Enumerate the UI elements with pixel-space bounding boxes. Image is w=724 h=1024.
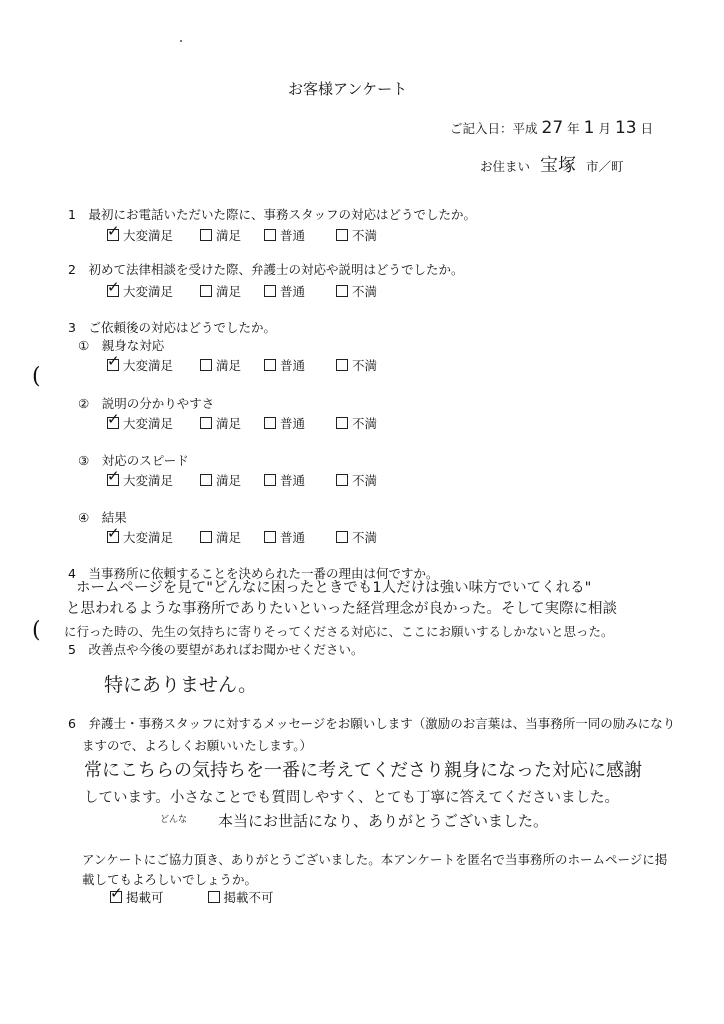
address-city: 宝塚 [540, 155, 576, 176]
q3-3-option-4-checkbox[interactable] [336, 474, 348, 486]
q3-1-option-2-label: 満足 [216, 358, 242, 373]
q2-option-2-checkbox[interactable] [200, 285, 212, 297]
question-6-line-2: ますので、よろしくお願いいたします。） [82, 738, 313, 753]
question-2: 2 初めて法律相談を受けた際、弁護士の対応や説明はどうでしたか。 [68, 262, 464, 277]
q3-3-option-1-checkbox[interactable] [107, 467, 120, 486]
question-4: 4 当事務所に依頼することを決められた一番の理由は何ですか。 [68, 566, 439, 581]
q3-1-option-3-checkbox[interactable] [264, 359, 276, 371]
q3-1-option-3-label: 普通 [280, 358, 306, 373]
q1-option-3-label: 普通 [280, 228, 306, 243]
q3-2-option-2 [200, 416, 241, 431]
margin-mark-2: ( [32, 618, 41, 643]
q3-1-option-1-checkbox[interactable] [107, 352, 120, 371]
check-mark-icon: ✓ [107, 410, 120, 428]
q3-2-option-3 [264, 416, 305, 431]
date-day-unit: 日 [640, 121, 654, 136]
q3-1-option-4-label: 不満 [352, 358, 378, 373]
q3-2-option-4-label: 不満 [352, 416, 378, 431]
question-4-answer-line-3: に行った時の、先生の気持ちに寄りそってくださる対応に、ここにお願いするしかないと思った。 [64, 624, 614, 639]
address-label: お住まい [480, 159, 531, 174]
question-6-answer-line-3: 本当にお世話になり、ありがとうございました。 [218, 812, 549, 830]
q2-option-3 [264, 284, 305, 299]
address [480, 155, 624, 177]
q1-option-1-checkbox[interactable] [107, 222, 120, 241]
question-6-answer-line-2: しています。小さなことでも質問しやすく、とても丁寧に答えてくださいました。 [84, 790, 620, 806]
q1-option-4 [336, 228, 377, 243]
q3-2-option-3-label: 普通 [280, 416, 306, 431]
q1-option-2-label: 満足 [216, 228, 242, 243]
q3-4-option-4-label: 不満 [352, 530, 378, 545]
consent-no-checkbox[interactable] [208, 891, 220, 903]
q3-4-option-2-label: 満足 [216, 530, 242, 545]
q3-4-option-1-checkbox[interactable] [107, 524, 120, 543]
question-6-answer-line-1: 常にこちらの気持ちを一番に考えてくださり親身になった対応に感謝 [84, 760, 642, 781]
q3-3-option-3 [264, 473, 305, 488]
date-label: ご記入日：平成 [450, 121, 538, 136]
q1-option-4-label: 不満 [352, 228, 378, 243]
q3-1-option-2-checkbox[interactable] [200, 359, 212, 371]
q2-option-3-label: 普通 [280, 284, 306, 299]
question-3-sub-2: ② 説明の分かりやすさ [78, 396, 215, 411]
margin-mark-1: ( [32, 364, 41, 389]
q3-4-option-4-checkbox[interactable] [336, 531, 348, 543]
date-day: 13 [614, 118, 637, 138]
question-5: 5 改善点や今後の要望があればお聞かせください。 [68, 642, 364, 657]
q3-2-option-1 [107, 410, 174, 431]
q3-2-option-3-checkbox[interactable] [264, 417, 276, 429]
q3-1-option-4-checkbox[interactable] [336, 359, 348, 371]
q3-1-option-4 [336, 358, 377, 373]
check-mark-icon: ✓ [107, 352, 120, 370]
q3-1-option-3 [264, 358, 305, 373]
q3-2-option-4 [336, 416, 377, 431]
q3-1-option-1-label: 大変満足 [123, 358, 174, 373]
top-dot [180, 40, 182, 42]
question-6-insert-note: どんな [160, 815, 188, 825]
consent-yes-checkbox[interactable] [110, 884, 123, 903]
check-mark-icon: ✓ [107, 524, 120, 542]
q1-option-3 [264, 228, 305, 243]
consent-line-1: アンケートにご協力頂き、ありがとうございました。本アンケートを匿名で当事務所のホームページに掲 [82, 852, 668, 867]
q3-2-option-1-checkbox[interactable] [107, 410, 120, 429]
q3-3-option-3-checkbox[interactable] [264, 474, 276, 486]
q2-option-4-label: 不満 [352, 284, 378, 299]
q3-3-option-3-label: 普通 [280, 473, 306, 488]
question-3-sub-4: ④ 結果 [78, 510, 127, 525]
q3-4-option-3-label: 普通 [280, 530, 306, 545]
question-3: 3 ご依頼後の対応はどうでしたか。 [68, 320, 276, 335]
check-mark-icon: ✓ [107, 467, 120, 485]
q1-option-2 [200, 228, 241, 243]
q3-1-option-2 [200, 358, 241, 373]
question-1: 1 最初にお電話いただいた際に、事務スタッフの対応はどうでしたか。 [68, 207, 476, 222]
check-mark-icon: ✓ [107, 222, 120, 240]
page-title: お客様アンケート [288, 80, 408, 98]
question-4-answer-line-2: と思われるような事務所でありたいといった経営理念が良かった。そして実際に相談 [66, 601, 617, 617]
q2-option-3-checkbox[interactable] [264, 285, 276, 297]
q2-option-2-label: 満足 [216, 284, 242, 299]
date-month: 1 [583, 118, 595, 138]
consent-line-2: 載してもよろしいでしょうか。 [82, 872, 258, 887]
q3-4-option-3-checkbox[interactable] [264, 531, 276, 543]
question-5-answer: 特にありません。 [104, 674, 258, 696]
q3-3-option-4 [336, 473, 377, 488]
q3-4-option-2-checkbox[interactable] [200, 531, 212, 543]
date-year: 27 [541, 118, 564, 138]
q3-3-option-1-label: 大変満足 [123, 473, 174, 488]
q2-option-1-checkbox[interactable] [107, 278, 120, 297]
entry-date [450, 118, 653, 138]
q3-3-option-2 [200, 473, 241, 488]
q3-2-option-2-label: 満足 [216, 416, 242, 431]
q3-3-option-1 [107, 467, 174, 488]
check-mark-icon: ✓ [110, 884, 123, 902]
q2-option-1 [107, 278, 174, 299]
question-4-answer-line-1: ホームページを見て"どんなに困ったときでも1人だけは強い味方でいてくれる" [76, 580, 592, 596]
address-suffix: 市／町 [585, 159, 624, 174]
q1-option-1-label: 大変満足 [123, 228, 174, 243]
consent-options [110, 884, 274, 905]
consent-yes-label: 掲載可 [126, 890, 164, 905]
question-3-sub-1: ① 親身な対応 [78, 338, 165, 353]
q3-2-option-1-label: 大変満足 [123, 416, 174, 431]
q2-option-1-label: 大変満足 [123, 284, 174, 299]
q2-option-4-checkbox[interactable] [336, 285, 348, 297]
q3-2-option-2-checkbox[interactable] [200, 417, 212, 429]
q1-option-1 [107, 222, 174, 243]
q3-1-option-1 [107, 352, 174, 373]
q3-3-option-2-label: 満足 [216, 473, 242, 488]
q3-4-option-2 [200, 530, 241, 545]
q1-option-3-checkbox[interactable] [264, 229, 276, 241]
check-mark-icon: ✓ [107, 278, 120, 296]
consent-no-label: 掲載不可 [223, 890, 274, 905]
date-month-unit: 月 [598, 121, 611, 136]
q1-option-2-checkbox[interactable] [200, 229, 212, 241]
q1-option-4-checkbox[interactable] [336, 229, 348, 241]
question-3-sub-3: ③ 対応のスピード [78, 453, 189, 468]
q3-3-option-4-label: 不満 [352, 473, 378, 488]
q3-4-option-3 [264, 530, 305, 545]
q3-4-option-1-label: 大変満足 [123, 530, 174, 545]
q2-option-2 [200, 284, 241, 299]
q2-option-4 [336, 284, 377, 299]
q3-4-option-4 [336, 530, 377, 545]
date-year-unit: 年 [567, 121, 580, 136]
q3-4-option-1 [107, 524, 174, 545]
q3-2-option-4-checkbox[interactable] [336, 417, 348, 429]
q3-3-option-2-checkbox[interactable] [200, 474, 212, 486]
question-6-line-1: 6 弁護士・事務スタッフに対するメッセージをお願いします（激励のお言葉は、当事務所一同の励みになり [68, 716, 676, 731]
